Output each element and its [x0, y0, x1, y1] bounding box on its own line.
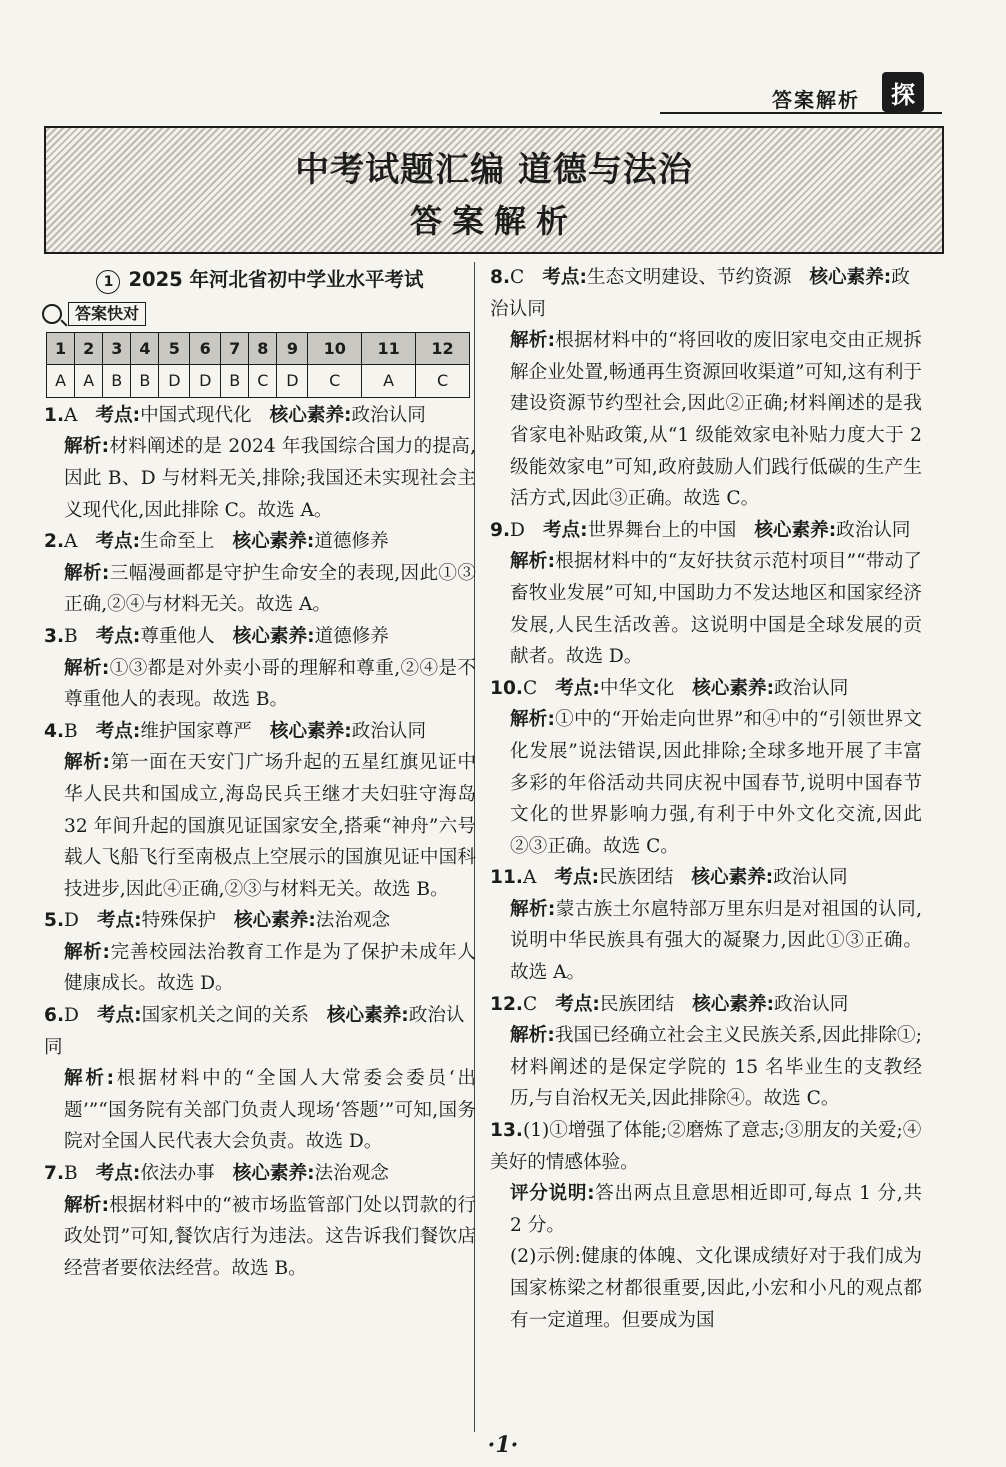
table-cell: B [221, 365, 249, 398]
kaodian-label: 考点: [95, 1163, 141, 1185]
table-cell: 9 [277, 332, 308, 365]
title-banner [44, 126, 944, 254]
jiexi-label: 解析: [64, 436, 110, 458]
question-number: 6. [44, 1005, 65, 1027]
banner-title: 中考试题汇编 道德与法治 [295, 150, 693, 190]
jiexi-text: 三幅漫画都是守护生命安全的表现,因此①③正确,②④与材料无关。故选 A。 [64, 562, 476, 616]
table-cell: 2 [75, 332, 103, 365]
answer-letter: D [64, 1005, 79, 1027]
kaodian-label: 考点: [542, 519, 588, 541]
table-cell: 12 [416, 332, 470, 365]
table-cell: B [131, 365, 159, 398]
kaodian-label: 考点: [95, 531, 141, 553]
table-cell: 7 [221, 332, 249, 365]
hexin-label: 核心素养: [691, 867, 774, 889]
question-4 [44, 716, 476, 906]
table-cell: A [362, 365, 416, 398]
kaodian-label: 考点: [95, 625, 141, 647]
question-11 [490, 862, 922, 988]
question-3 [44, 621, 476, 716]
hexin-label: 核心素养: [692, 677, 775, 699]
question-number: 4. [44, 720, 65, 742]
table-cell: A [75, 365, 103, 398]
kaodian-label: 考点: [95, 404, 141, 426]
jiexi-text: 我国已经确立社会主义民族关系,因此排除①;材料阐述的是保定学院的 15 名毕业生的支教经历,与自治权无关,因此排除④。故选 C。 [510, 1025, 922, 1110]
magnifier-icon [42, 304, 62, 324]
banner-subtitle: 答案解析 [409, 202, 578, 240]
pingfen-label: 评分说明: [510, 1183, 595, 1205]
hexin-label: 核心素养: [232, 625, 315, 647]
answer-letter: B [64, 720, 78, 742]
hexin-text: 政治认同 [351, 404, 426, 426]
exam-title-text: 2025 年河北省初中学业水平考试 [128, 268, 424, 291]
answer-letter: D [510, 519, 525, 541]
part1-text: (1)①增强了体能;②磨炼了意志;③朋友的关爱;④美好的情感体验。 [490, 1120, 922, 1173]
jiexi-label: 解析: [510, 898, 556, 920]
kaodian-label: 考点: [555, 993, 600, 1015]
jiexi-text: 根据材料中的“将回收的废旧家电交由正规拆解企业处置,畅通再生资源回收渠道”可知,这有利于建设资源节约型社会,因此②正确;材料阐述的是我省家电补贴政策,从“1 级能效家电补贴力度大于 2 级能效家电”可知,政府鼓励人们践行低碳的生产生活方式,因此③正确。故选 C。 [510, 330, 922, 510]
table-cell: B [103, 365, 131, 398]
question-8 [490, 262, 922, 515]
kaodian-text: 生态文明建设、节约资源 [586, 267, 792, 288]
publisher-logo: 探 [882, 72, 924, 112]
kaodian-text: 生命至上 [140, 531, 215, 553]
answer-letter: B [64, 625, 78, 647]
table-cell: 3 [103, 332, 131, 365]
hexin-text: 政治认同 [836, 519, 911, 541]
hexin-label: 核心素养: [232, 531, 315, 553]
question-number: 1. [44, 404, 65, 426]
answer-table-answer-row [47, 365, 470, 398]
jiexi-text: 完善校园法治教育工作是为了保护未成年人健康成长。故选 D。 [64, 941, 476, 995]
jiexi-label: 解析: [510, 1025, 555, 1047]
quick-answer-header [42, 302, 476, 326]
question-number: 3. [44, 625, 65, 647]
kaodian-label: 考点: [554, 867, 600, 889]
jiexi-label: 解析: [64, 657, 110, 679]
jiexi-text: 蒙古族土尔扈特部万里东归是对祖国的认同,说明中华民族具有强大的凝聚力,因此①③正确。故选 A。 [510, 898, 922, 984]
hexin-label: 核心素养: [326, 1005, 409, 1027]
question-number: 8. [490, 267, 511, 288]
left-column [44, 262, 476, 1284]
jiexi-label: 解析: [64, 752, 110, 774]
question-13 [490, 1115, 922, 1336]
kaodian-text: 民族团结 [599, 867, 674, 889]
answer-table-number-row [47, 332, 470, 365]
hexin-text: 道德修养 [314, 625, 389, 647]
kaodian-text: 尊重他人 [140, 625, 215, 647]
question-9 [490, 515, 922, 673]
table-cell: 11 [362, 332, 416, 365]
question-number: 12. [490, 993, 523, 1015]
table-cell: D [277, 365, 308, 398]
hexin-text: 政治认同 [774, 993, 849, 1015]
exam-number-badge: 1 [96, 270, 120, 294]
question-7 [44, 1158, 476, 1284]
answer-letter: C [510, 267, 525, 288]
answer-letter: D [64, 910, 79, 932]
jiexi-text: 根据材料中的“友好扶贫示范村项目”“带动了畜牧业发展”可知,中国助力不发达地区和国家经济发展,人民生活改善。这说明中国是全球发展的贡献者。故选 D。 [510, 551, 922, 668]
hexin-text: 道德修养 [314, 531, 389, 553]
kaodian-label: 考点: [96, 1005, 142, 1027]
hexin-text: 政治认同 [351, 720, 427, 742]
page-header [660, 78, 942, 114]
hexin-text: 政治认同 [773, 867, 848, 889]
page-number: ·1· [487, 1432, 519, 1458]
jiexi-text: ①中的“开始走向世界”和④中的“引领世界文化发展”说法错误,因此排除;全球多地开展了丰富多彩的年俗活动共同庆祝中国春节,说明中国春节文化的世界影响力强,有利于中外文化交流,因此②③正确。故选 C。 [510, 709, 923, 857]
answer-letter: A [522, 867, 537, 889]
question-1 [44, 400, 476, 526]
jiexi-label: 解析: [510, 551, 556, 573]
hexin-text: 政治认同 [490, 267, 910, 320]
kaodian-label: 考点: [95, 720, 141, 742]
question-6 [44, 1000, 476, 1158]
table-cell: 1 [47, 332, 75, 365]
kaodian-text: 民族团结 [599, 993, 675, 1015]
hexin-text: 政治认同 [44, 1005, 465, 1058]
jiexi-text: 材料阐述的是 2024 年我国综合国力的提高,因此 B、D 与材料无关,排除;我国还未实现社会主义现代化,因此排除 C。故选 A。 [64, 436, 476, 521]
question-number: 11. [490, 867, 523, 889]
question-number: 10. [490, 677, 523, 699]
answer-letter: C [522, 993, 538, 1015]
jiexi-text: 根据材料中的“被市场监管部门处以罚款的行政处罚”可知,餐饮店行为违法。这告诉我们餐饮店经营者要依法经营。故选 B。 [64, 1194, 476, 1279]
jiexi-label: 解析: [510, 330, 556, 352]
kaodian-text: 特殊保护 [141, 910, 216, 932]
table-cell: D [190, 365, 221, 398]
answer-letter: B [64, 1163, 78, 1185]
right-column [490, 262, 922, 1336]
hexin-label: 核心素养: [233, 910, 316, 932]
exam-title [44, 264, 476, 296]
kaodian-label: 考点: [96, 910, 142, 932]
question-12 [490, 989, 922, 1115]
jiexi-text: 第一面在天安门广场升起的五星红旗见证中华人民共和国成立,海岛民兵王继才夫妇驻守海岛 32 年间升起的国旗见证国家安全,搭乘“神舟”六号载人飞船飞行至南极点上空展示的国旗见证中国科技进步,因此④正确,②③与材料无关。故选 B。 [64, 752, 476, 900]
kaodian-text: 中华文化 [599, 677, 675, 699]
table-cell: 6 [190, 332, 221, 365]
kaodian-text: 世界舞台上的中国 [587, 519, 737, 541]
question-5 [44, 905, 476, 1000]
hexin-label: 核心素养: [754, 519, 837, 541]
question-number: 13. [490, 1120, 523, 1142]
hexin-label: 核心素养: [269, 404, 352, 426]
kaodian-label: 考点: [542, 267, 587, 288]
question-number: 2. [44, 531, 65, 553]
table-cell: 8 [249, 332, 277, 365]
table-cell: C [416, 365, 470, 398]
jiexi-text: 根据材料中的“全国人大常委会委员‘出题’”“国务院有关部门负责人现场‘答题’”可知,国务院对全国人民代表大会负责。故选 D。 [64, 1068, 477, 1153]
hexin-label: 核心素养: [692, 993, 775, 1015]
pingfen-text: 答出两点且意思相近即可,每点 1 分,共 2 分。 [510, 1183, 922, 1236]
table-cell: 10 [308, 332, 362, 365]
question-number: 7. [44, 1163, 65, 1185]
jiexi-label: 解析: [64, 1068, 115, 1090]
table-cell: A [47, 365, 75, 398]
jiexi-label: 解析: [64, 941, 110, 963]
part2-text: (2)示例:健康的体魄、文化课成绩好对于我们成为国家栋梁之材都很重要,因此,小宏和小凡的观点都有一定道理。但要成为国 [510, 1246, 922, 1331]
hexin-label: 核心素养: [269, 720, 352, 742]
jiexi-label: 解析: [64, 1194, 110, 1216]
jiexi-label: 解析: [64, 562, 110, 584]
question-number: 9. [490, 519, 511, 541]
hexin-label: 核心素养: [232, 1163, 315, 1185]
table-cell: C [308, 365, 362, 398]
question-number: 5. [44, 910, 65, 932]
quick-answer-label: 答案快对 [68, 302, 146, 326]
table-cell: D [159, 365, 190, 398]
answer-letter: A [64, 531, 78, 553]
header-rule [660, 112, 942, 114]
jiexi-text: ①③都是对外卖小哥的理解和尊重,②④是不尊重他人的表现。故选 B。 [64, 657, 476, 711]
answer-letter: A [64, 404, 78, 426]
table-cell: 5 [159, 332, 190, 365]
section-tag: 答案解析 [772, 88, 860, 112]
kaodian-text: 依法办事 [140, 1163, 215, 1185]
question-10 [490, 673, 922, 863]
kaodian-text: 中国式现代化 [140, 404, 252, 426]
hexin-text: 法治观念 [314, 1163, 389, 1185]
hexin-label: 核心素养: [809, 267, 892, 288]
kaodian-text: 国家机关之间的关系 [141, 1005, 309, 1027]
kaodian-text: 维护国家尊严 [140, 720, 252, 742]
question-2 [44, 526, 476, 621]
table-cell: C [249, 365, 277, 398]
hexin-text: 法治观念 [315, 910, 391, 932]
table-cell: 4 [131, 332, 159, 365]
jiexi-label: 解析: [510, 709, 555, 731]
kaodian-label: 考点: [555, 677, 600, 699]
hexin-text: 政治认同 [774, 677, 849, 699]
answer-letter: C [522, 677, 538, 699]
answer-table [46, 332, 470, 398]
